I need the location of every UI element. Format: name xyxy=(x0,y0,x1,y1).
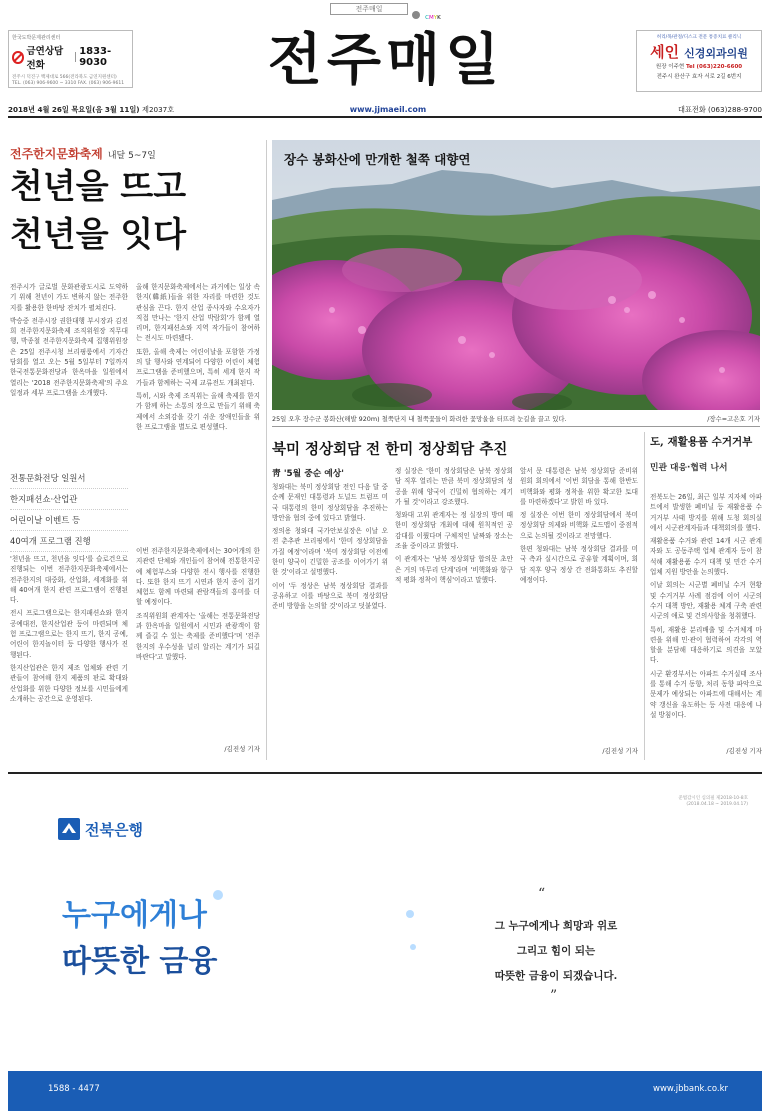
ad-info-2: TEL. (063) 906-9600 ~ 3310 FAX. (063) 906-9611 xyxy=(12,81,125,86)
summit-col2 xyxy=(395,466,513,752)
paragraph: 정의용 청와대 국가안보실장은 이날 오전 춘추관 브리핑에서 '한미 정상회담을 가질 예정'이라며 '북미 정상회담 이전에 한미 양국이 긴밀한 공조를 이어가기 위한 것'이라고 설명했다. xyxy=(272,527,388,577)
paragraph: 조직위원회 관계자는 '올해는 전통문화전당과 한옥마을 일원에서 시민과 관광객이 함께 즐길 수 있는 축제를 준비했다'며 '전주한지의 우수성을 널리 알리는 계기가 되길 바란다'고 말했다. xyxy=(136,611,260,661)
quote-close: ” xyxy=(550,988,558,1004)
lead-headline-1: 천년을 뜨고 xyxy=(10,167,187,207)
sidebar-item: 40여개 프로그램 진행 xyxy=(10,531,128,552)
cmyk-y: Y xyxy=(433,15,438,21)
cmyk-k: K xyxy=(437,15,441,21)
bank-logo xyxy=(58,818,143,840)
sidebar-item: 한지패션쇼·산업관 xyxy=(10,489,128,510)
paragraph: 또한, 올해 축제는 어린이날을 포함한 가정의 달 행사와 연계되어 다양한 어린이 체험 프로그램을 준비했으며, 특히 세계 한지 작가들과 함께하는 국제 교류전도 개최된다. xyxy=(136,347,260,387)
azalea-mountain-image xyxy=(272,140,760,410)
summit-byline: /김진성 기자 xyxy=(602,747,638,755)
clinic-address: 전주시 완산구 효자 서로 2길 6번지 xyxy=(656,74,742,80)
clinic-name: 세인 xyxy=(650,43,680,61)
clinic-director: 원장 이주현 xyxy=(655,64,685,70)
lead-kicker xyxy=(10,143,260,159)
paragraph: 전시 프로그램으로는 한지패션쇼와 한지공예대전, 한지산업관 등이 마련되며 체험 프로그램으로는 한지 뜨기, 한지 공예, 어린이 한지놀이터 등 다양한 행사가 진행된다. xyxy=(10,609,128,659)
lead-byline: /김진성 기자 xyxy=(224,745,260,753)
paragraph: 특히, 재활용 분리배출 및 수거체계 마련을 위해 민·관이 협력하여 각각의 역할을 분담해 대응하기로 의견을 모았다. xyxy=(650,625,762,665)
ad-footer-bar xyxy=(8,1071,762,1111)
paragraph: 정 실장은 이번 한미 정상회담에서 북미 정상회담 의제와 비핵화 로드맵이 중점적으로 논의될 것이라고 전망했다. xyxy=(520,511,638,540)
paragraph: 정 실장은 '한미 정상회담은 남북 정상회담 직후 열리는 만큼 북미 정상회담의 성공을 위해 양국이 긴밀히 협의하는 계기가 될 것'이라고 강조했다. xyxy=(395,467,513,506)
no-smoking-icon xyxy=(12,51,24,64)
column-divider xyxy=(644,432,645,760)
lead-col2-bottom xyxy=(136,546,260,736)
paragraph: 청와대 고위 관계자는 정 실장의 방미 때 한미 정상회담 개최에 대해 원칙적인 공감대를 이뤘다며 구체적인 날짜와 장소는 조율 중이라고 밝혔다. xyxy=(395,511,513,551)
right-headline: 도, 재활용품 수거거부 xyxy=(650,436,753,448)
lead-col1-top xyxy=(10,282,128,462)
lead-kicker-date: 내달 5~7일 xyxy=(107,151,156,161)
paragraph: 한편 청와대는 남북 정상회담 결과를 미국 측과 실시간으로 공유할 계획이며, 회담 직후 양국 정상 간 전화통화도 추진할 예정이다. xyxy=(520,545,638,584)
cmyk-m: M xyxy=(428,15,434,21)
sidebar-item: 어린이날 이벤트 등 xyxy=(10,510,128,531)
lead-sidebar xyxy=(10,468,128,552)
quote-line-3: 따뜻한 금융이 되겠습니다. xyxy=(494,970,618,982)
paragraph: 이 관계자는 '남북 정상회담 합의문 초안은 거의 마무리 단계'라며 '비핵화와 항구적 평화 정착이 핵심'이라고 말했다. xyxy=(395,555,513,584)
header-ad-left[interactable] xyxy=(8,30,133,88)
paragraph: 박승중 전주시장 권한대행 부시장과 김진희 전주한지문화축제 조직위원장 직무대행, 박종철 전주한지문화축제 집행위원장은 25일 전주시청 브리핑룸에서 기자간담회를 열고 오는 5월 5일부터 7일까지 한국전통문화전당과 한옥마을 일원에서 열리는 '2018 전주한지문화축제'의 주요 일정과 세부 프로그램을 소개했다. xyxy=(10,316,128,397)
ad-fine-print-2: (2018.04.18 ~ 2019.04.17) xyxy=(686,802,748,807)
summit-col1 xyxy=(272,482,388,752)
photo-title: 장수 봉화산에 만개한 철쭉 대향연 xyxy=(284,152,471,167)
photo-caption: 25일 오후 장수군 봉화산(해발 920m) 철쭉단지 내 철쭉꽃들이 화려한 꽃망울을 터뜨려 눈길을 끌고 있다. xyxy=(272,415,567,423)
summit-col3 xyxy=(520,466,638,742)
print-registration-label: 전주매일 xyxy=(330,3,408,15)
paragraph: 한지산업관은 한지 제조 업체와 관련 기관들이 참여해 한지 제품의 판로 확대와 산업화를 위한 다양한 정보를 시민들에게 소개하는 공간으로 운영된다. xyxy=(10,663,128,703)
quote-line-2: 그리고 힘이 되는 xyxy=(516,945,596,957)
paragraph: 특히, 시와 축제 조직위는 올해 축제를 한지가 함께 하는 소통의 장으로 만들기 위해 축제에서 소외감을 갖기 쉬운 장애인들을 위한 프로그램을 별도로 편성했다. xyxy=(136,391,260,431)
right-body xyxy=(650,492,762,742)
summit-headline: 북미 정상회담 전 한미 정상회담 추진 xyxy=(272,441,508,458)
summit-subhead: 靑 '5월 중순 예상' xyxy=(272,469,344,479)
paragraph: 이번 전주한지문화축제에서는 30여개의 한지관련 단체와 개인들이 참여해 전통한지공예 체험부스와 다양한 전시 행사를 진행한다. 또한 한지 뜨기 시연과 한지 종이 접기 체험도 함께 마련돼 관람객들의 흥미를 더할 예정이다. xyxy=(136,547,260,607)
paragraph: 시군 환경부서는 아파트 수거실태 조사를 통해 수거 동향, 처리 동향 파악으로 문제가 예상되는 아파트에 대해서는 계약 갱신을 유도하는 등 사전 대응에 나설 방침이다. xyxy=(650,669,762,719)
ad-fine-print-1: 준법감시인 심의필 제2018-10-8호 xyxy=(678,796,748,801)
date-bar xyxy=(8,104,762,118)
bank-url[interactable]: www.jbbank.co.kr xyxy=(653,1084,728,1094)
clinic-phone: Tel (063)220-6600 xyxy=(685,64,743,70)
paragraph: 전주시가 글로벌 문화관광도시로 도약하기 위해 천년이 가도 변하지 않는 전주한지를 활용한 한바탕 잔치가 펼쳐진다. xyxy=(10,283,128,312)
paragraph: 앞서 문 대통령은 남북 정상회담 준비위원회 회의에서 '이번 회담을 통해 한반도 비핵화와 평화 정착을 위한 확고한 토대를 마련하겠다'고 밝힌 바 있다. xyxy=(520,467,638,506)
header-ad-right[interactable] xyxy=(636,30,762,92)
cmyk-marks xyxy=(412,4,442,21)
issue-number: 제2037호 xyxy=(142,105,175,114)
paragraph: '천년을 뜨고, 천년을 잇다'를 슬로건으로 진행되는 이번 전주한지문화축제에서는 전주한지의 대중화, 산업화, 세계화를 위해 40여개 한지 관련 프로그램이 진행된다. xyxy=(10,555,128,605)
paragraph: 올해 한지문화축제에서는 과거에는 일상 속 한지(韓紙)들을 위한 자리를 마련한 것도 관심을 끈다. 한지 산업 종사자와 수요자가 직접 만나는 '한지 산업 박람회'가 함께 열리며, 한지패션쇼와 지역 작가들이 참여하는 전시도 마련됐다. xyxy=(136,283,260,343)
website-link[interactable]: www.jjmaeil.com xyxy=(349,105,427,114)
paragraph: 청와대는 북미 정상회담 전인 다음 달 중순께 문재인 대통령과 도널드 트럼프 미국 대통령의 한미 정상회담을 추진하는 방안을 협의 중에 있다고 밝혔다. xyxy=(272,483,388,522)
ad-quote xyxy=(456,914,656,989)
bubble-decoration-icon xyxy=(406,910,414,918)
paragraph: 전북도는 26일, 최근 일부 지자체 아파트에서 발생한 폐비닐 등 재활용품 수거거부 사태 방지를 위해 도청 회의실에서 시군관계자들과 대책회의를 했다. xyxy=(650,493,762,532)
quote-open: “ xyxy=(538,886,546,902)
paragraph: 이어 '두 정상은 남북 정상회담 결과를 공유하고 이를 바탕으로 북미 정상회담 준비 방향을 논의할 것'이라고 덧붙였다. xyxy=(272,581,388,611)
lead-col2-top xyxy=(136,282,260,544)
clinic-tagline: 허리/목/관절/디스크 전문 통증치료 클리닉 xyxy=(656,35,742,40)
divider xyxy=(272,426,760,427)
bubble-decoration-icon xyxy=(410,944,416,950)
ad-title: 금연상담전화 xyxy=(26,46,64,71)
photo-credit: /장수=고은호 기자 xyxy=(707,415,760,423)
ad-phone: 1833-9030 xyxy=(79,46,112,68)
paragraph: 재활용품 수거와 관련 14개 시군 관계자와 도 공동주택 업체 관계자 등이 참석해 재활용품 수거 대책 및 민간 수거업체 지원 방안을 논의했다. xyxy=(650,537,762,577)
issue-date: 2018년 4월 26일 목요일(음 3월 11일) xyxy=(8,105,140,114)
jb-logo-icon xyxy=(58,818,80,840)
feature-photo xyxy=(272,140,760,410)
lead-headline xyxy=(10,163,260,259)
lead-col1-bottom xyxy=(10,554,128,757)
clinic-type: 신경외과의원 xyxy=(684,47,748,60)
ad-slogan-1: 누구에게나 xyxy=(62,898,207,933)
ad-org: 한국도박문제관리센터 xyxy=(12,35,61,41)
bank-phone: 1588 - 4477 xyxy=(48,1084,100,1094)
sidebar-item: 전통문화전당 일원서 xyxy=(10,468,128,489)
right-subhead: 민관 대응·협력 나서 xyxy=(650,463,728,473)
lead-headline-2: 천년을 잇다 xyxy=(10,215,187,255)
paragraph: 이날 회의는 시군별 폐비닐 수거 현황 및 수거거부 사례 점검에 이어 시군의 수거 대책 방안, 재활용 체계 구축 관련 시군의 애로 및 건의사항을 청취했다. xyxy=(650,581,762,621)
ad-fine-print xyxy=(618,796,748,808)
cmyk-c: C xyxy=(425,15,429,21)
right-byline: /김진성 기자 xyxy=(726,747,762,755)
lead-kicker-title: 전주한지문화축제 xyxy=(10,147,103,161)
bubble-decoration-icon xyxy=(213,890,223,900)
bank-name: 전북은행 xyxy=(85,820,143,839)
header-phone: 대표전화 (063)288-9700 xyxy=(678,105,762,114)
registration-dot-icon xyxy=(412,11,420,19)
ad-info-1: 전주시 덕진구 백제대로 566(전라북도 금연지원센터) xyxy=(12,75,117,80)
quote-line-1: 그 누구에게나 희망과 위로 xyxy=(494,920,618,932)
column-divider xyxy=(266,140,267,760)
bank-ad[interactable] xyxy=(8,774,762,1111)
ad-slogan-2: 따뜻한 금융 xyxy=(62,944,218,979)
masthead: 전주매일 xyxy=(267,28,505,93)
